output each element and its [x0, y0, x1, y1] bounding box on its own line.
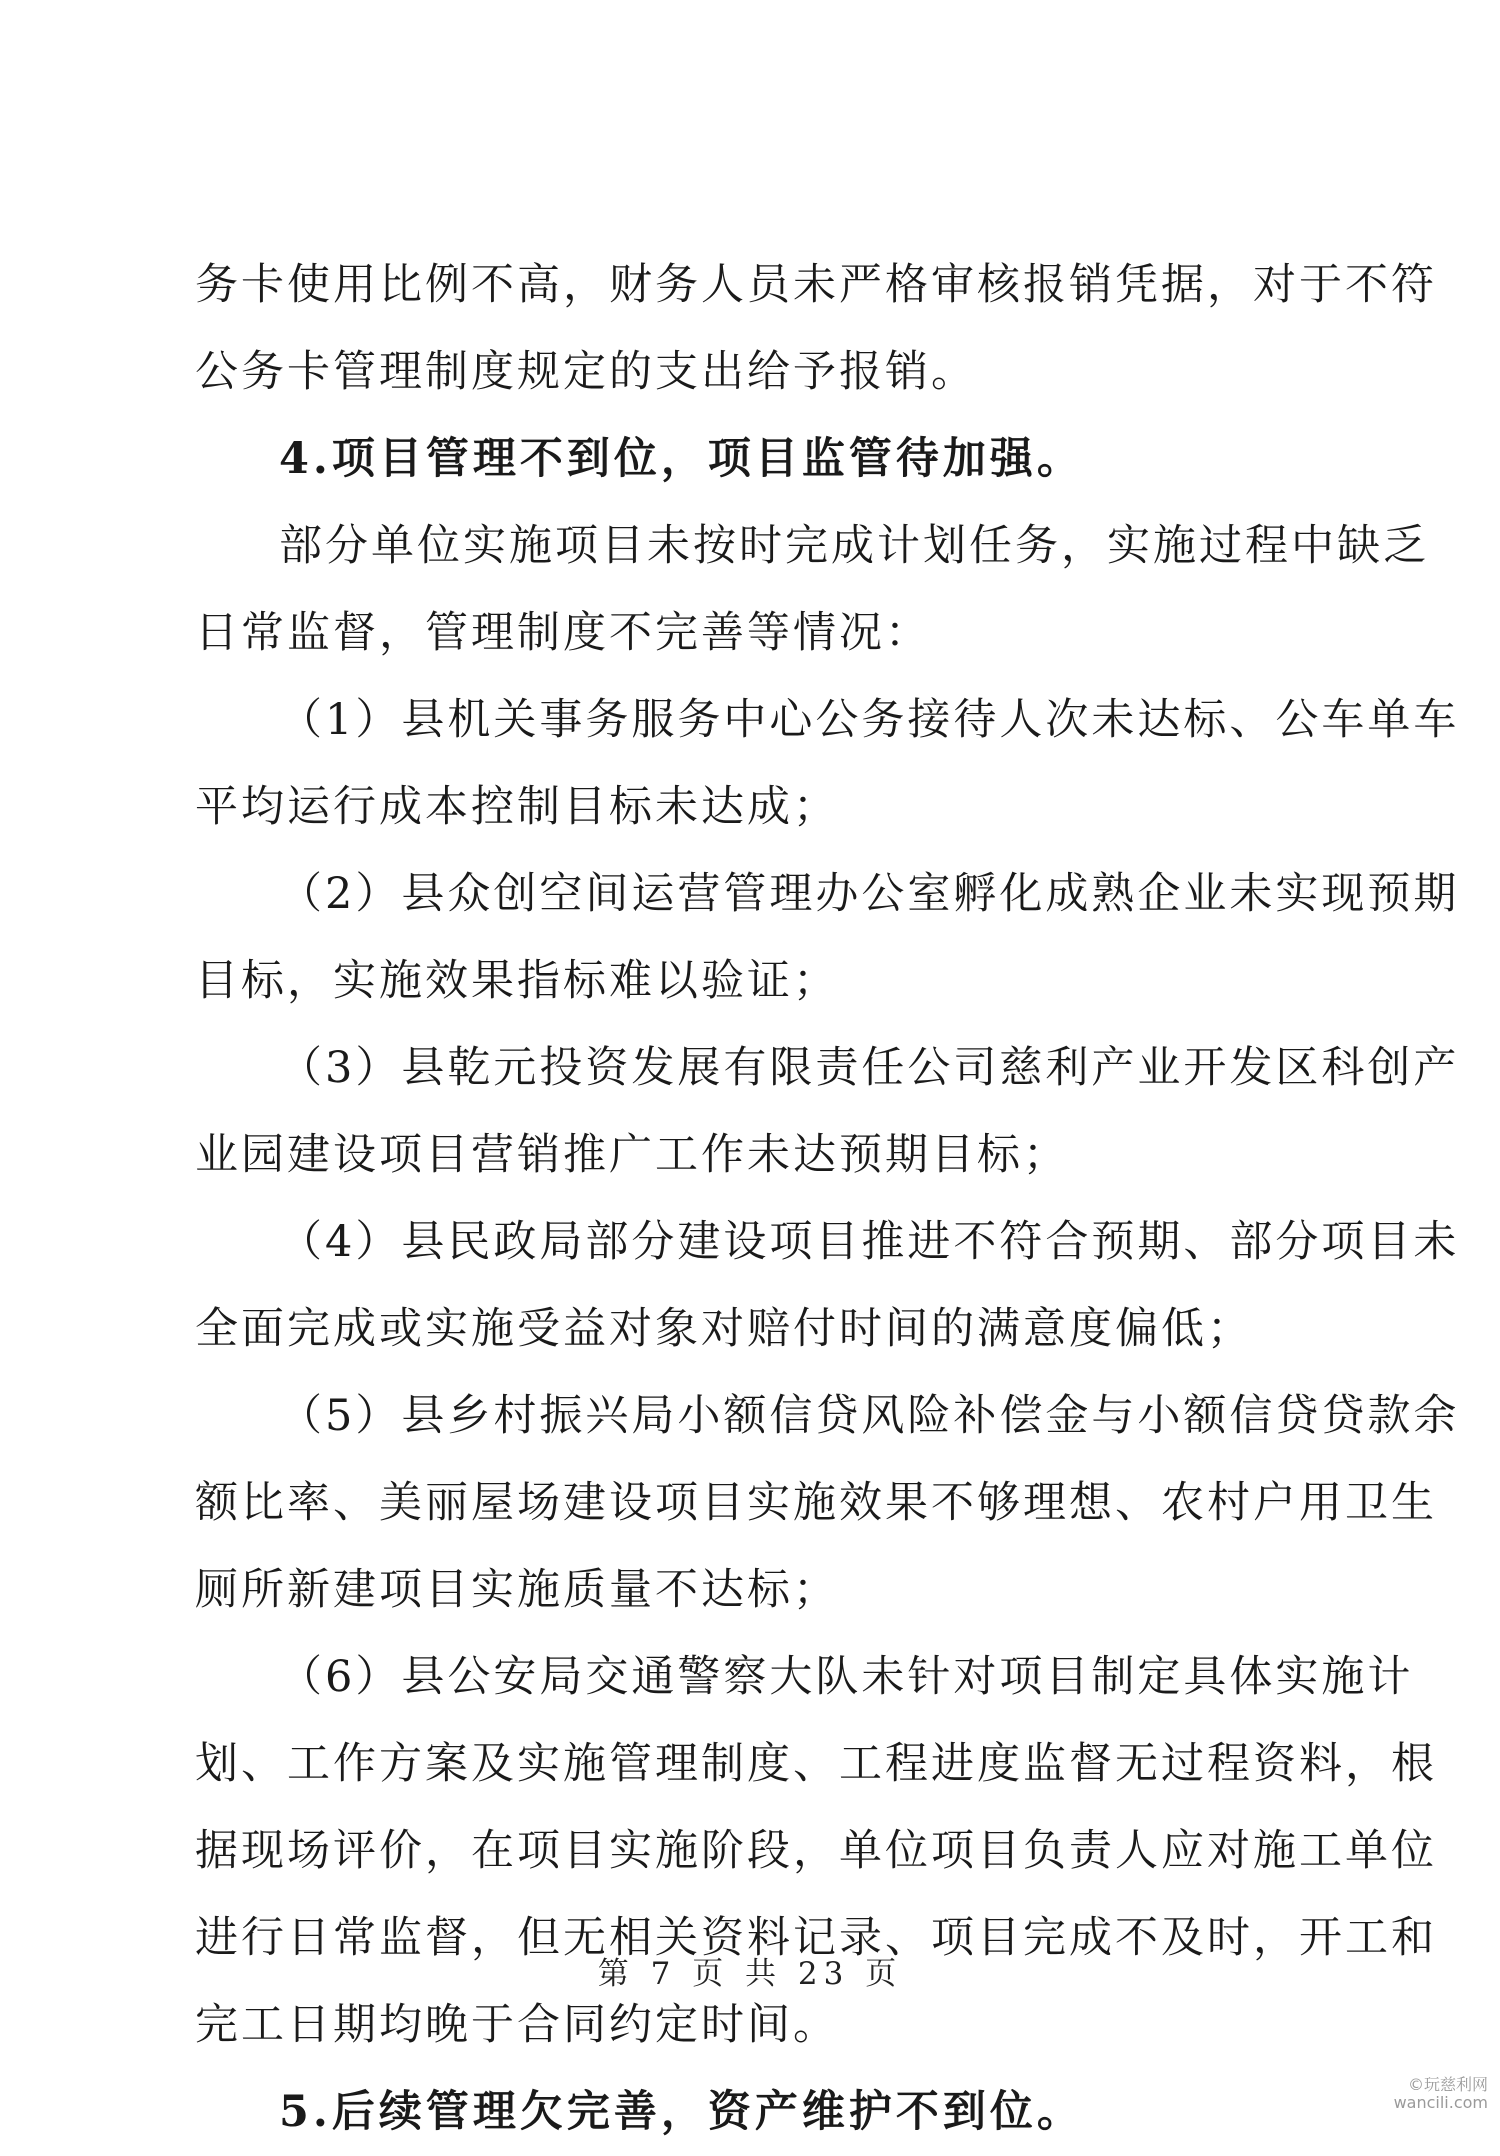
text-line: 进行日常监督，但无相关资料记录、项目完成不及时，开工和 [195, 1913, 1437, 1963]
text-line: 部分单位实施项目未按时完成计划任务，实施过程中缺乏 [279, 521, 1429, 571]
text-line: 目标，实施效果指标难以验证； [195, 956, 839, 1006]
section-heading-line: 4.项目管理不到位，项目监管待加强。 [279, 434, 1084, 484]
text-line: 平均运行成本控制目标未达成； [195, 782, 839, 832]
text-line: 务卡使用比例不高，财务人员未严格审核报销凭据，对于不符 [195, 260, 1437, 310]
text-line: 据现场评价，在项目实施阶段，单位项目负责人应对施工单位 [195, 1826, 1437, 1876]
text-line: （6）县公安局交通警察大队未针对项目制定具体实施计 [279, 1652, 1414, 1702]
text-line: （1）县机关事务服务中心公务接待人次未达标、公车单车 [279, 695, 1460, 745]
watermark-line-1: ©玩慈利网 [1407, 2075, 1488, 2094]
text-line: 厕所新建项目实施质量不达标； [195, 1565, 839, 1615]
text-line: （4）县民政局部分建设项目推进不符合预期、部分项目未 [279, 1217, 1460, 1267]
text-line: 额比率、美丽屋场建设项目实施效果不够理想、农村户用卫生 [195, 1478, 1437, 1528]
text-line: 业园建设项目营销推广工作未达预期目标； [195, 1130, 1069, 1180]
text-line: 公务卡管理制度规定的支出给予报销。 [195, 347, 977, 397]
site-watermark [1394, 2076, 1488, 2112]
text-line: （5）县乡村振兴局小额信贷风险补偿金与小额信贷贷款余 [279, 1391, 1460, 1441]
section-heading-line: 5.后续管理欠完善，资产维护不到位。 [279, 2087, 1084, 2137]
page-number-footer: 第 7 页 共 23 页 [597, 1956, 903, 1992]
text-line: 日常监督，管理制度不完善等情况： [195, 608, 931, 658]
text-line: 划、工作方案及实施管理制度、工程进度监督无过程资料，根 [195, 1739, 1437, 1789]
text-line: （3）县乾元投资发展有限责任公司慈利产业开发区科创产 [279, 1043, 1460, 1093]
text-line: 全面完成或实施受益对象对赔付时间的满意度偏低； [195, 1304, 1253, 1354]
text-line: （2）县众创空间运营管理办公室孵化成熟企业未实现预期 [279, 869, 1460, 919]
text-line: 完工日期均晚于合同约定时间。 [195, 2000, 839, 2050]
watermark-line-2: wancili.com [1393, 2093, 1488, 2112]
